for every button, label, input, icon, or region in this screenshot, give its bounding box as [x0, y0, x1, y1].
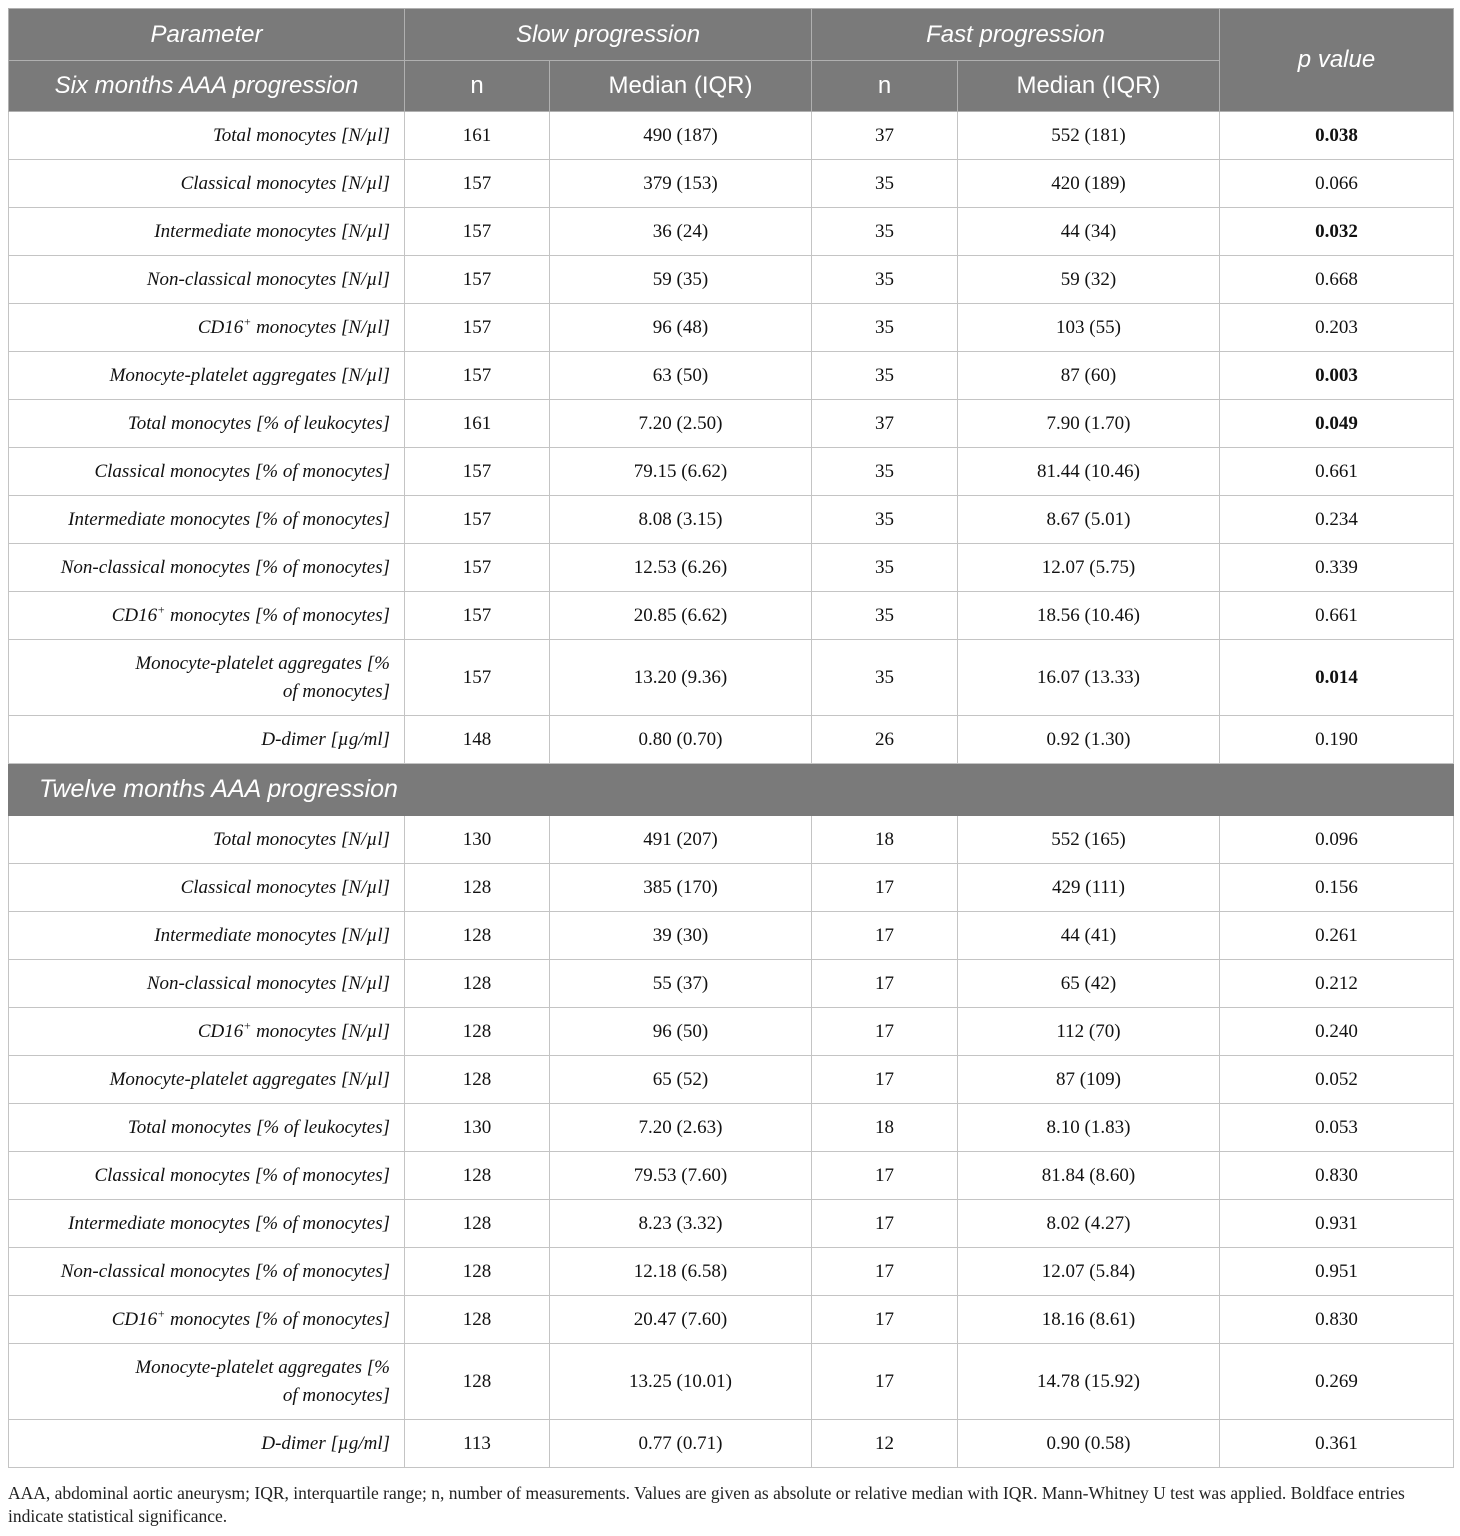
- n-slow-cell: 157: [405, 304, 550, 352]
- median-slow-cell: 55 (37): [550, 960, 812, 1008]
- median-fast-cell: 12.07 (5.75): [958, 544, 1220, 592]
- parameter-label: Monocyte-platelet aggregates [N/µl]: [109, 1068, 390, 1090]
- n-slow-cell: 157: [405, 352, 550, 400]
- median-fast-cell: 14.78 (15.92): [958, 1344, 1220, 1420]
- table-row: [9, 1420, 1454, 1468]
- median-fast-cell: 103 (55): [958, 304, 1220, 352]
- n-slow-cell: 128: [405, 1200, 550, 1248]
- table-row: [9, 912, 1454, 960]
- n-fast-cell: 35: [812, 496, 958, 544]
- parameter-label-line2: of monocytes]: [282, 680, 390, 702]
- n-fast-cell: 35: [812, 448, 958, 496]
- parameter-label: CD16: [197, 316, 244, 338]
- parameter-cell: [9, 816, 405, 864]
- parameter-label: Monocyte-platelet aggregates [%: [135, 1356, 390, 1378]
- parameter-cell: [9, 448, 405, 496]
- median-fast-cell: 44 (41): [958, 912, 1220, 960]
- header-median-slow: Median (IQR): [550, 61, 812, 112]
- parameter-cell: [9, 160, 405, 208]
- median-slow-cell: 65 (52): [550, 1056, 812, 1104]
- table-row: [9, 112, 1454, 160]
- section-title: Twelve months AAA progression: [9, 764, 1454, 816]
- n-fast-cell: 35: [812, 352, 958, 400]
- n-fast-cell: 35: [812, 592, 958, 640]
- median-slow-cell: 20.47 (7.60): [550, 1296, 812, 1344]
- n-slow-cell: 130: [405, 1104, 550, 1152]
- table-row: [9, 1296, 1454, 1344]
- parameter-cell: [9, 112, 405, 160]
- median-fast-cell: 552 (165): [958, 816, 1220, 864]
- table-row: [9, 816, 1454, 864]
- parameter-label: CD16: [111, 604, 158, 626]
- parameter-label: Intermediate monocytes [% of monocytes]: [68, 508, 390, 530]
- parameter-label: Intermediate monocytes [N/µl]: [154, 220, 390, 242]
- table-row: [9, 864, 1454, 912]
- p-value-cell: 0.269: [1220, 1344, 1454, 1420]
- table-row: [9, 160, 1454, 208]
- median-fast-cell: 552 (181): [958, 112, 1220, 160]
- median-fast-cell: 420 (189): [958, 160, 1220, 208]
- table-row: [9, 1248, 1454, 1296]
- table-row: [9, 960, 1454, 1008]
- parameter-label-line2: of monocytes]: [282, 1384, 390, 1406]
- parameter-cell: [9, 1008, 405, 1056]
- p-value-cell: 0.038: [1220, 112, 1454, 160]
- p-value-cell: 0.931: [1220, 1200, 1454, 1248]
- n-slow-cell: 161: [405, 400, 550, 448]
- p-value-cell: 0.203: [1220, 304, 1454, 352]
- n-slow-cell: 157: [405, 448, 550, 496]
- n-fast-cell: 26: [812, 716, 958, 764]
- header-median-fast: Median (IQR): [958, 61, 1220, 112]
- parameter-cell: [9, 592, 405, 640]
- n-slow-cell: 128: [405, 864, 550, 912]
- table-row: [9, 544, 1454, 592]
- n-slow-cell: 157: [405, 592, 550, 640]
- parameter-label-rest: monocytes [N/µl]: [251, 316, 390, 338]
- parameter-label: CD16: [111, 1308, 158, 1330]
- n-slow-cell: 128: [405, 960, 550, 1008]
- median-slow-cell: 12.53 (6.26): [550, 544, 812, 592]
- n-fast-cell: 35: [812, 640, 958, 716]
- parameter-cell: [9, 256, 405, 304]
- n-fast-cell: 17: [812, 1296, 958, 1344]
- n-fast-cell: 17: [812, 1344, 958, 1420]
- p-value-cell: 0.096: [1220, 816, 1454, 864]
- parameter-cell: [9, 864, 405, 912]
- p-value-cell: 0.066: [1220, 160, 1454, 208]
- p-value-cell: 0.003: [1220, 352, 1454, 400]
- n-fast-cell: 17: [812, 912, 958, 960]
- median-fast-cell: 8.02 (4.27): [958, 1200, 1220, 1248]
- n-fast-cell: 35: [812, 256, 958, 304]
- table-row: [9, 1200, 1454, 1248]
- median-slow-cell: 63 (50): [550, 352, 812, 400]
- p-value-cell: 0.261: [1220, 912, 1454, 960]
- p-value-cell: 0.052: [1220, 1056, 1454, 1104]
- p-value-cell: 0.234: [1220, 496, 1454, 544]
- n-fast-cell: 17: [812, 1200, 958, 1248]
- parameter-superscript: +: [157, 1306, 166, 1321]
- n-slow-cell: 113: [405, 1420, 550, 1468]
- n-slow-cell: 148: [405, 716, 550, 764]
- parameter-superscript: +: [157, 602, 166, 617]
- header-six-months: Six months AAA progression: [9, 61, 405, 112]
- parameter-cell: [9, 716, 405, 764]
- parameter-cell: [9, 496, 405, 544]
- parameter-label: Non-classical monocytes [N/µl]: [146, 268, 390, 290]
- n-fast-cell: 17: [812, 1056, 958, 1104]
- median-fast-cell: 87 (60): [958, 352, 1220, 400]
- median-fast-cell: 0.92 (1.30): [958, 716, 1220, 764]
- table-row: [9, 640, 1454, 716]
- parameter-label: Non-classical monocytes [% of monocytes]: [60, 556, 390, 578]
- median-slow-cell: 385 (170): [550, 864, 812, 912]
- parameter-cell: [9, 1248, 405, 1296]
- header-n-fast: n: [812, 61, 958, 112]
- n-slow-cell: 157: [405, 208, 550, 256]
- n-slow-cell: 128: [405, 1248, 550, 1296]
- section-header-row: [9, 764, 1454, 816]
- p-value-cell: 0.049: [1220, 400, 1454, 448]
- parameter-label: Total monocytes [N/µl]: [212, 828, 390, 850]
- parameter-label: CD16: [197, 1020, 244, 1042]
- parameter-cell: [9, 400, 405, 448]
- parameter-superscript: +: [243, 1018, 252, 1033]
- parameter-label: Classical monocytes [N/µl]: [180, 172, 390, 194]
- n-fast-cell: 35: [812, 304, 958, 352]
- parameter-label: Total monocytes [% of leukocytes]: [127, 412, 390, 434]
- median-slow-cell: 20.85 (6.62): [550, 592, 812, 640]
- n-slow-cell: 130: [405, 816, 550, 864]
- median-slow-cell: 36 (24): [550, 208, 812, 256]
- parameter-cell: [9, 640, 405, 716]
- p-value-cell: 0.668: [1220, 256, 1454, 304]
- median-fast-cell: 12.07 (5.84): [958, 1248, 1220, 1296]
- header-n-slow: n: [405, 61, 550, 112]
- median-slow-cell: 490 (187): [550, 112, 812, 160]
- median-slow-cell: 0.77 (0.71): [550, 1420, 812, 1468]
- median-slow-cell: 12.18 (6.58): [550, 1248, 812, 1296]
- n-slow-cell: 128: [405, 1344, 550, 1420]
- parameter-cell: [9, 960, 405, 1008]
- n-fast-cell: 35: [812, 544, 958, 592]
- parameter-cell: [9, 352, 405, 400]
- parameter-label: Intermediate monocytes [N/µl]: [154, 924, 390, 946]
- parameter-label: Intermediate monocytes [% of monocytes]: [68, 1212, 390, 1234]
- table-row: [9, 256, 1454, 304]
- median-fast-cell: 429 (111): [958, 864, 1220, 912]
- p-value-cell: 0.240: [1220, 1008, 1454, 1056]
- table-row: [9, 496, 1454, 544]
- parameter-label: Total monocytes [% of leukocytes]: [127, 1116, 390, 1138]
- header-slow-progression: Slow progression: [405, 9, 812, 61]
- table-row: [9, 1008, 1454, 1056]
- median-fast-cell: 7.90 (1.70): [958, 400, 1220, 448]
- n-fast-cell: 37: [812, 400, 958, 448]
- table-row: [9, 716, 1454, 764]
- parameter-cell: [9, 304, 405, 352]
- median-slow-cell: 0.80 (0.70): [550, 716, 812, 764]
- p-value-cell: 0.190: [1220, 716, 1454, 764]
- parameter-label: Non-classical monocytes [N/µl]: [146, 972, 390, 994]
- table-row: [9, 208, 1454, 256]
- median-slow-cell: 7.20 (2.50): [550, 400, 812, 448]
- header-parameter: Parameter: [9, 9, 405, 61]
- n-fast-cell: 17: [812, 1008, 958, 1056]
- median-slow-cell: 13.25 (10.01): [550, 1344, 812, 1420]
- median-fast-cell: 18.16 (8.61): [958, 1296, 1220, 1344]
- n-slow-cell: 128: [405, 1056, 550, 1104]
- parameter-label-rest: monocytes [N/µl]: [251, 1020, 390, 1042]
- parameter-label: Classical monocytes [% of monocytes]: [94, 460, 390, 482]
- median-slow-cell: 379 (153): [550, 160, 812, 208]
- parameter-label: Monocyte-platelet aggregates [%: [135, 652, 390, 674]
- p-value-cell: 0.830: [1220, 1296, 1454, 1344]
- parameter-cell: [9, 1200, 405, 1248]
- n-fast-cell: 17: [812, 1248, 958, 1296]
- parameter-superscript: +: [243, 314, 252, 329]
- n-fast-cell: 17: [812, 864, 958, 912]
- parameter-label-rest: monocytes [% of monocytes]: [165, 1308, 390, 1330]
- parameter-cell: [9, 208, 405, 256]
- p-value-cell: 0.661: [1220, 448, 1454, 496]
- median-slow-cell: 59 (35): [550, 256, 812, 304]
- median-slow-cell: 79.53 (7.60): [550, 1152, 812, 1200]
- parameter-label: Classical monocytes [% of monocytes]: [94, 1164, 390, 1186]
- median-slow-cell: 7.20 (2.63): [550, 1104, 812, 1152]
- median-fast-cell: 16.07 (13.33): [958, 640, 1220, 716]
- table-row: [9, 1344, 1454, 1420]
- p-value-cell: 0.361: [1220, 1420, 1454, 1468]
- median-fast-cell: 8.10 (1.83): [958, 1104, 1220, 1152]
- parameter-cell: [9, 1344, 405, 1420]
- header-p-value: p value: [1220, 9, 1454, 112]
- n-fast-cell: 35: [812, 208, 958, 256]
- n-fast-cell: 18: [812, 816, 958, 864]
- table-body: [9, 112, 1454, 1468]
- parameter-cell: [9, 912, 405, 960]
- p-value-cell: 0.830: [1220, 1152, 1454, 1200]
- n-slow-cell: 128: [405, 1152, 550, 1200]
- table-row: [9, 1152, 1454, 1200]
- median-fast-cell: 8.67 (5.01): [958, 496, 1220, 544]
- p-value-cell: 0.661: [1220, 592, 1454, 640]
- parameter-cell: [9, 1152, 405, 1200]
- p-value-cell: 0.156: [1220, 864, 1454, 912]
- parameter-label: D-dimer [µg/ml]: [261, 728, 390, 750]
- parameter-label-rest: monocytes [% of monocytes]: [165, 604, 390, 626]
- n-slow-cell: 157: [405, 544, 550, 592]
- median-fast-cell: 59 (32): [958, 256, 1220, 304]
- results-table: [8, 8, 1454, 1468]
- median-slow-cell: 8.23 (3.32): [550, 1200, 812, 1248]
- median-fast-cell: 44 (34): [958, 208, 1220, 256]
- table-row: [9, 304, 1454, 352]
- header-row-1: [9, 9, 1454, 61]
- n-slow-cell: 161: [405, 112, 550, 160]
- median-slow-cell: 96 (48): [550, 304, 812, 352]
- table-row: [9, 352, 1454, 400]
- p-value-cell: 0.032: [1220, 208, 1454, 256]
- median-slow-cell: 8.08 (3.15): [550, 496, 812, 544]
- median-slow-cell: 96 (50): [550, 1008, 812, 1056]
- median-fast-cell: 65 (42): [958, 960, 1220, 1008]
- table-row: [9, 592, 1454, 640]
- n-slow-cell: 157: [405, 640, 550, 716]
- n-fast-cell: 35: [812, 160, 958, 208]
- header-fast-progression: Fast progression: [812, 9, 1220, 61]
- p-value-cell: 0.339: [1220, 544, 1454, 592]
- parameter-label: Monocyte-platelet aggregates [N/µl]: [109, 364, 390, 386]
- median-slow-cell: 39 (30): [550, 912, 812, 960]
- n-slow-cell: 128: [405, 912, 550, 960]
- p-value-cell: 0.951: [1220, 1248, 1454, 1296]
- p-value-cell: 0.014: [1220, 640, 1454, 716]
- n-fast-cell: 17: [812, 1152, 958, 1200]
- parameter-label: Total monocytes [N/µl]: [212, 124, 390, 146]
- parameter-cell: [9, 544, 405, 592]
- median-slow-cell: 79.15 (6.62): [550, 448, 812, 496]
- parameter-cell: [9, 1056, 405, 1104]
- table-row: [9, 1056, 1454, 1104]
- median-fast-cell: 81.84 (8.60): [958, 1152, 1220, 1200]
- n-fast-cell: 12: [812, 1420, 958, 1468]
- median-fast-cell: 87 (109): [958, 1056, 1220, 1104]
- parameter-cell: [9, 1296, 405, 1344]
- parameter-cell: [9, 1104, 405, 1152]
- table-footnote: AAA, abdominal aortic aneurysm; IQR, interquartile range; n, number of measurements. Values are given as absolute or relative median with IQR. Mann-Whitney U test was applied. Boldface entries indicate statistical significance.: [8, 1483, 1405, 1526]
- n-slow-cell: 157: [405, 160, 550, 208]
- parameter-label: D-dimer [µg/ml]: [261, 1432, 390, 1454]
- median-fast-cell: 112 (70): [958, 1008, 1220, 1056]
- parameter-cell: [9, 1420, 405, 1468]
- table-row: [9, 448, 1454, 496]
- n-fast-cell: 17: [812, 960, 958, 1008]
- median-slow-cell: 491 (207): [550, 816, 812, 864]
- table-row: [9, 400, 1454, 448]
- n-slow-cell: 157: [405, 496, 550, 544]
- n-slow-cell: 157: [405, 256, 550, 304]
- median-fast-cell: 81.44 (10.46): [958, 448, 1220, 496]
- n-slow-cell: 128: [405, 1296, 550, 1344]
- median-fast-cell: 0.90 (0.58): [958, 1420, 1220, 1468]
- median-slow-cell: 13.20 (9.36): [550, 640, 812, 716]
- n-fast-cell: 18: [812, 1104, 958, 1152]
- parameter-label: Non-classical monocytes [% of monocytes]: [60, 1260, 390, 1282]
- median-fast-cell: 18.56 (10.46): [958, 592, 1220, 640]
- p-value-cell: 0.212: [1220, 960, 1454, 1008]
- n-slow-cell: 128: [405, 1008, 550, 1056]
- table-row: [9, 1104, 1454, 1152]
- parameter-label: Classical monocytes [N/µl]: [180, 876, 390, 898]
- p-value-cell: 0.053: [1220, 1104, 1454, 1152]
- n-fast-cell: 37: [812, 112, 958, 160]
